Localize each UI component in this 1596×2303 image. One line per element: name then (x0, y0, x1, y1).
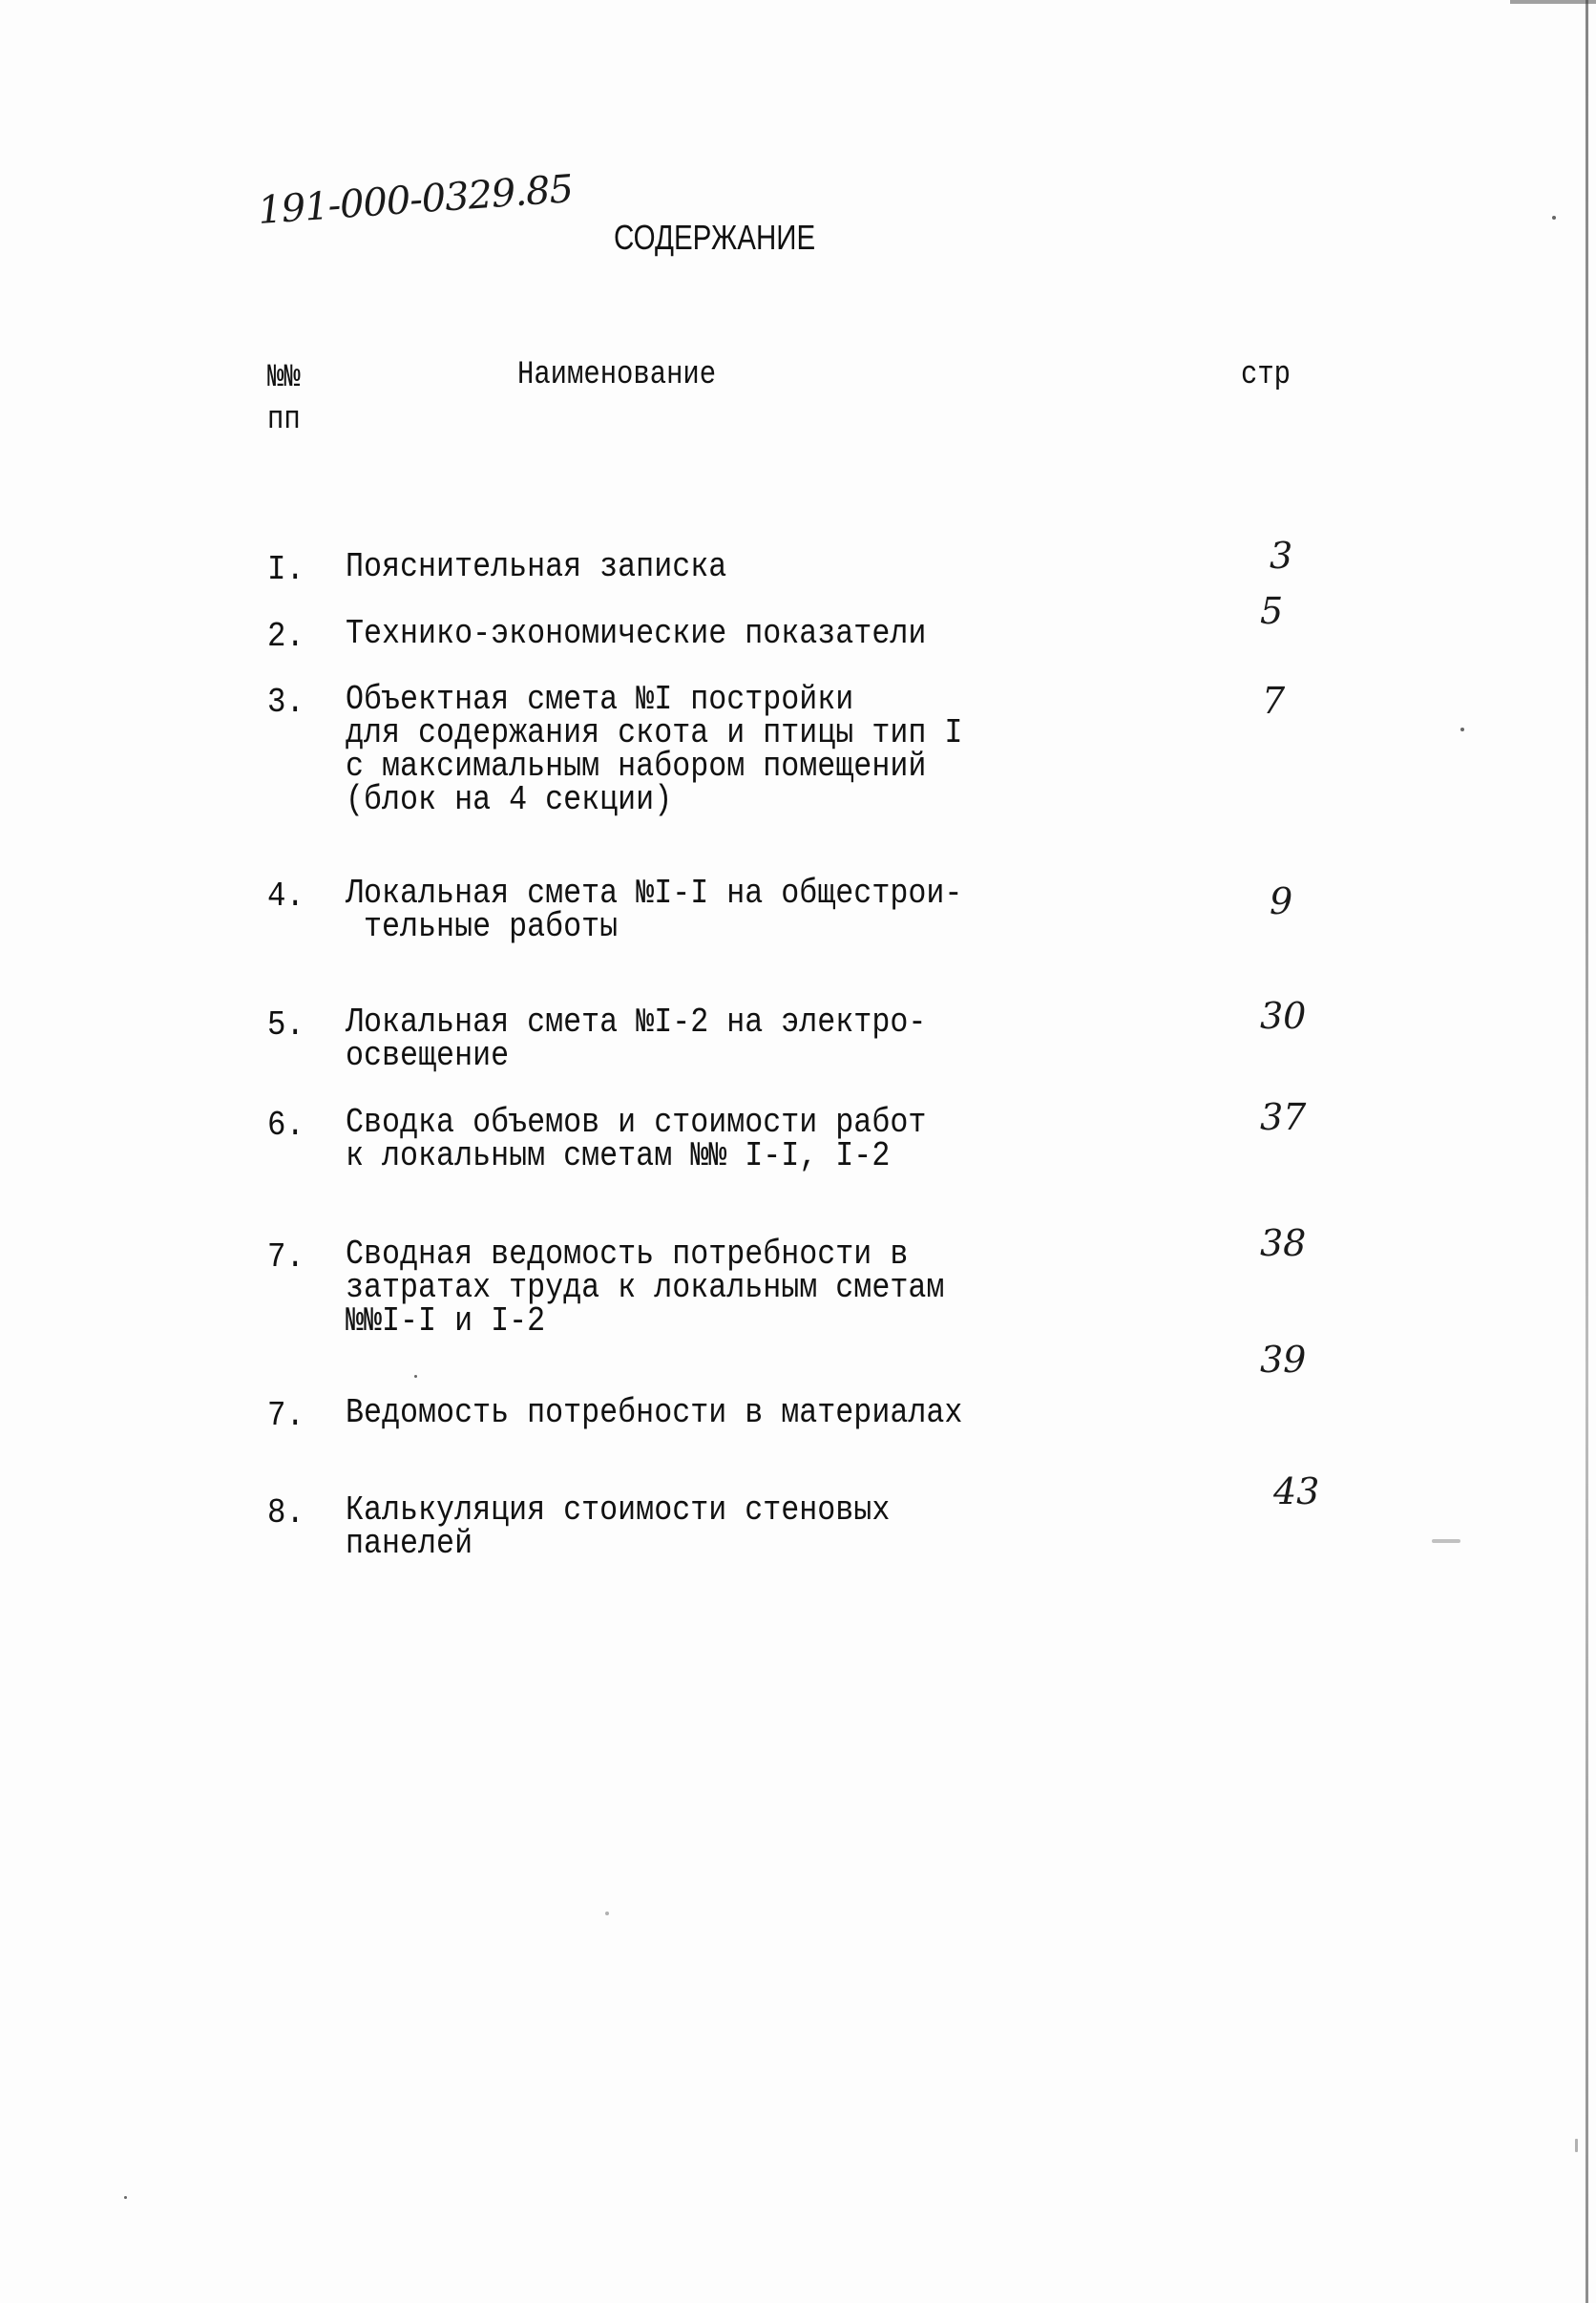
toc-row-number: 8. (267, 1493, 304, 1532)
toc-row-page: 43 (1273, 1470, 1320, 1512)
scan-speck (1432, 1539, 1460, 1543)
toc-row-number: 7. (267, 1237, 304, 1277)
page-title: СОДЕРЖАНИЕ (614, 218, 816, 257)
toc-row-title: Сводная ведомость потребности в затратах труда к локальным сметам №№I-I и I-2 (346, 1235, 945, 1341)
toc-row-title: Объектная смета №I постройки для содержания скота и птицы тип I с максимальным набором помещений (блок на 4 секции) (346, 680, 963, 819)
toc-row-number: 5. (267, 1005, 304, 1045)
toc-row-title: Локальная смета №I-I на общестрои- тельные работы (346, 874, 963, 946)
toc-row-number: 2. (267, 617, 304, 656)
column-header-number: №№ пп (267, 360, 301, 438)
toc-row-number: 7. (267, 1396, 304, 1435)
toc-row-page: 7 (1262, 680, 1286, 722)
toc-row-page: 9 (1270, 880, 1293, 922)
scan-speck (1460, 728, 1464, 731)
handwritten-doc-number: 191-000-0329.85 (256, 167, 575, 233)
column-header-name: Наименование (517, 357, 717, 393)
toc-row-title: Сводка объемов и стоимости работ к локальным сметам №№ I-I, I-2 (346, 1103, 927, 1175)
toc-row-number: 3. (267, 683, 304, 722)
toc-row-page: 3 (1270, 535, 1293, 577)
scan-speck (1575, 2139, 1578, 2152)
toc-row-page: 39 (1260, 1339, 1307, 1381)
toc-row-page: 37 (1260, 1096, 1307, 1138)
toc-row-title: Технико-экономические показатели (346, 614, 927, 653)
scan-edge-line (1586, 0, 1588, 2303)
toc-row-title: Ведомость потребности в материалах (346, 1393, 963, 1432)
toc-row-title: Локальная смета №I-2 на электро- освещение (346, 1003, 927, 1075)
toc-row-number: I. (267, 550, 304, 589)
toc-row-page: 38 (1260, 1222, 1307, 1264)
toc-row-page: 30 (1260, 995, 1307, 1037)
toc-row-page: 5 (1260, 590, 1284, 632)
column-header-page: стр (1241, 357, 1292, 393)
toc-row-number: 6. (267, 1106, 304, 1145)
scan-edge-mark (1510, 0, 1596, 4)
scan-speck (124, 2196, 127, 2199)
toc-row-title: Пояснительная записка (346, 547, 727, 586)
scan-speck (605, 1912, 609, 1915)
scan-speck (414, 1375, 417, 1378)
toc-row-number: 4. (267, 877, 304, 916)
scan-speck (1552, 216, 1556, 220)
toc-row-title: Калькуляция стоимости стеновых панелей (346, 1490, 891, 1563)
